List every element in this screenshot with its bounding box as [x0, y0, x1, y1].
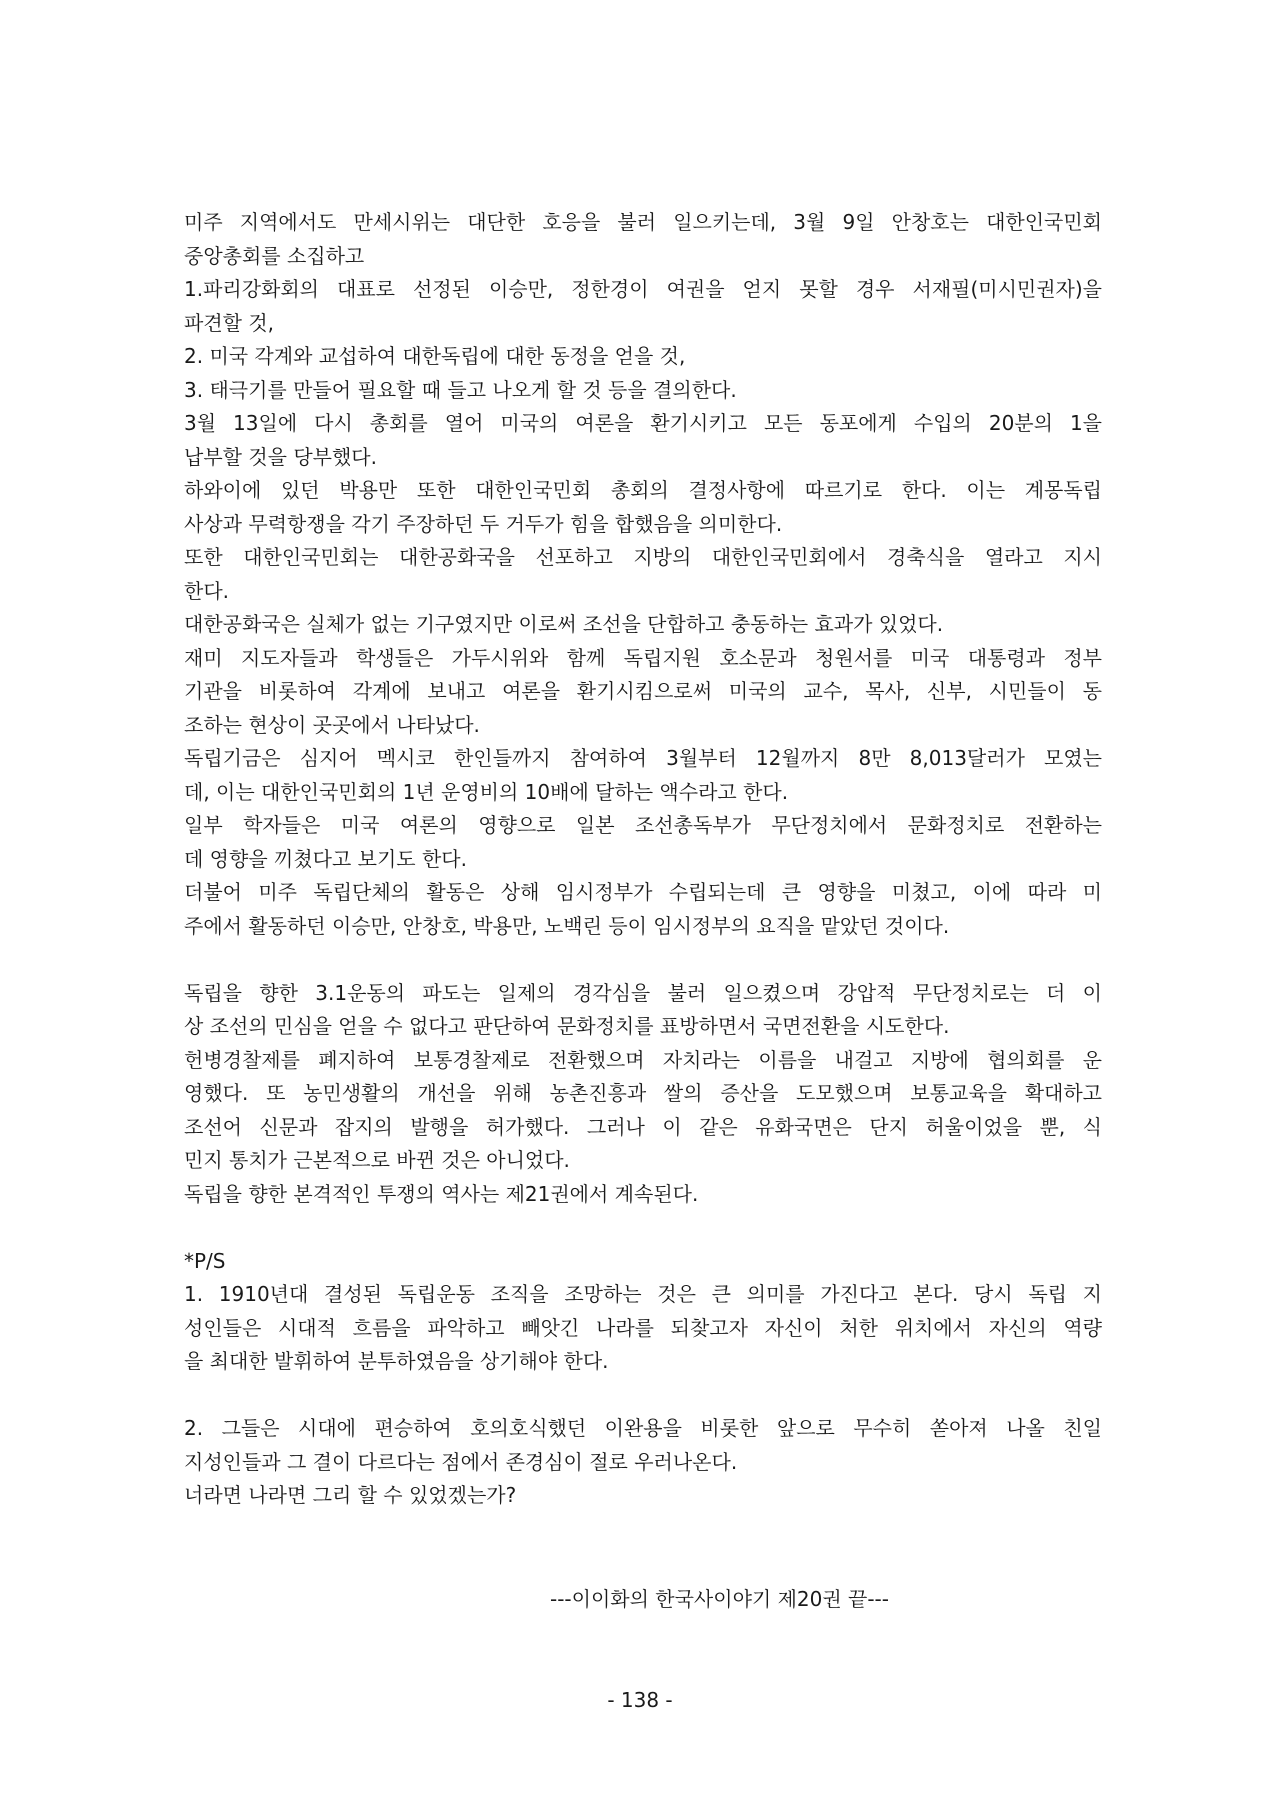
- text-line: 헌병경찰제를 폐지하여 보통경찰제로 전환했으며 자치라는 이름을 내걸고 지방에 협의회를 운: [184, 1047, 1102, 1072]
- text-line: 또한 대한인국민회는 대한공화국을 선포하고 지방의 대한인국민회에서 경축식을 열라고 지시: [184, 545, 1102, 569]
- postscript-section: [184, 1245, 1102, 1513]
- text-line: 데 영향을 끼쳤다고 보기도 한다.: [184, 846, 467, 871]
- closing-line: ---이이화의 한국사이야기 제20권 끝---: [550, 1587, 889, 1611]
- text-line: 중앙총회를 소집하고: [184, 243, 365, 268]
- text-line: 파견할 것,: [184, 310, 274, 335]
- text-line: 재미 지도자들과 학생들은 가두시위와 함께 독립지원 호소문과 청원서를 미국 대통령과 정부: [184, 645, 1102, 670]
- text-line: 일부 학자들은 미국 여론의 영향으로 일본 조선총독부가 무단정치에서 문화정치로 전환하는: [184, 813, 1102, 837]
- paragraph-gap: [184, 943, 1102, 977]
- text-line: 영했다. 또 농민생활의 개선을 위해 농촌진흥과 쌀의 증산을 도모했으며 보통교육을 확대하고: [184, 1081, 1102, 1105]
- text-line: 더불어 미주 독립단체의 활동은 상해 임시정부가 수립되는데 큰 영향을 미쳤고, 이에 따라 미: [184, 880, 1102, 904]
- text-line: 3월 13일에 다시 총회를 열어 미국의 여론을 환기시키고 모든 동포에게 수입의 20분의 1을: [184, 411, 1102, 435]
- postscript-heading: *P/S: [184, 1248, 226, 1273]
- page-number: - 138 -: [607, 1688, 673, 1712]
- text-line: 납부할 것을 당부했다.: [184, 444, 377, 469]
- text-line: 상 조선의 민심을 얻을 수 없다고 판단하여 문화정치를 표방하면서 국면전환을 시도한다.: [184, 1014, 950, 1038]
- text-line: 지성인들과 그 결이 다르다는 점에서 존경심이 절로 우러나온다.: [184, 1449, 738, 1474]
- text-line: 데, 이는 대한인국민회의 1년 운영비의 10배에 달하는 액수라고 한다.: [184, 779, 789, 804]
- text-line: 미주 지역에서도 만세시위는 대단한 호응을 불러 일으키는데, 3월 9일 안창호는 대한인국민회: [184, 210, 1102, 234]
- paragraph-gap: [184, 1379, 1102, 1413]
- text-line: 하와이에 있던 박용만 또한 대한인국민회 총회의 결정사항에 따르기로 한다. 이는 계몽독립: [184, 478, 1102, 502]
- text-line: 너라면 나라면 그리 할 수 있었겠는가?: [184, 1483, 517, 1507]
- text-line: 1. 1910년대 결성된 독립운동 조직을 조망하는 것은 큰 의미를 가진다고 본다. 당시 독립 지: [184, 1282, 1102, 1306]
- text-line: 을 최대한 발휘하여 분투하였음을 상기해야 한다.: [184, 1349, 609, 1373]
- text-line: 주에서 활동하던 이승만, 안창호, 박용만, 노백린 등이 임시정부의 요직을 맡았던 것이다.: [184, 913, 950, 938]
- text-line: 조선어 신문과 잡지의 발행을 허가했다. 그러나 이 같은 유화국면은 단지 허울이었을 뿐, 식: [184, 1114, 1102, 1139]
- text-line: 1.파리강화회의 대표로 선정된 이승만, 정한경이 여권을 얻지 못할 경우 서재필(미시민권자)을: [184, 277, 1102, 301]
- text-line: 독립을 향한 3.1운동의 파도는 일제의 경각심을 불러 일으켰으며 강압적 무단정치로는 더 이: [184, 980, 1102, 1005]
- text-line: 민지 통치가 근본적으로 바뀐 것은 아니었다.: [184, 1148, 570, 1172]
- text-line: 3. 태극기를 만들어 필요할 때 들고 나오게 할 것 등을 결의한다.: [184, 377, 737, 402]
- paragraph-us-independence-movement: [184, 206, 1102, 943]
- paragraph-gap: [184, 1211, 1102, 1245]
- text-line: 2. 그들은 시대에 편승하여 호의호식했던 이완용을 비롯한 앞으로 무수히 쏟아져 나올 친일: [184, 1416, 1102, 1440]
- paragraph-cultural-rule: [184, 977, 1102, 1212]
- text-line: 독립을 향한 본격적인 투쟁의 역사는 제21권에서 계속된다.: [184, 1181, 699, 1206]
- text-line: 대한공화국은 실체가 없는 기구였지만 이로써 조선을 단합하고 충동하는 효과가 있었다.: [184, 612, 944, 636]
- text-line: 조하는 현상이 곳곳에서 나타났다.: [184, 712, 480, 737]
- text-line: 사상과 무력항쟁을 각기 주장하던 두 거두가 힘을 합했음을 의미한다.: [184, 511, 783, 536]
- text-line: 한다.: [184, 578, 229, 603]
- text-line: 성인들은 시대적 흐름을 파악하고 빼앗긴 나라를 되찾고자 자신이 처한 위치에서 자신의 역량: [184, 1315, 1102, 1340]
- body-text: [184, 206, 1102, 1513]
- text-line: 독립기금은 심지어 멕시코 한인들까지 참여하여 3월부터 12월까지 8만 8,013달러가 모였는: [184, 746, 1102, 770]
- text-line: 기관을 비롯하여 각계에 보내고 여론을 환기시킴으로써 미국의 교수, 목사, 신부, 시민들이 동: [184, 679, 1102, 703]
- text-line: 2. 미국 각계와 교섭하여 대한독립에 대한 동정을 얻을 것,: [184, 344, 686, 368]
